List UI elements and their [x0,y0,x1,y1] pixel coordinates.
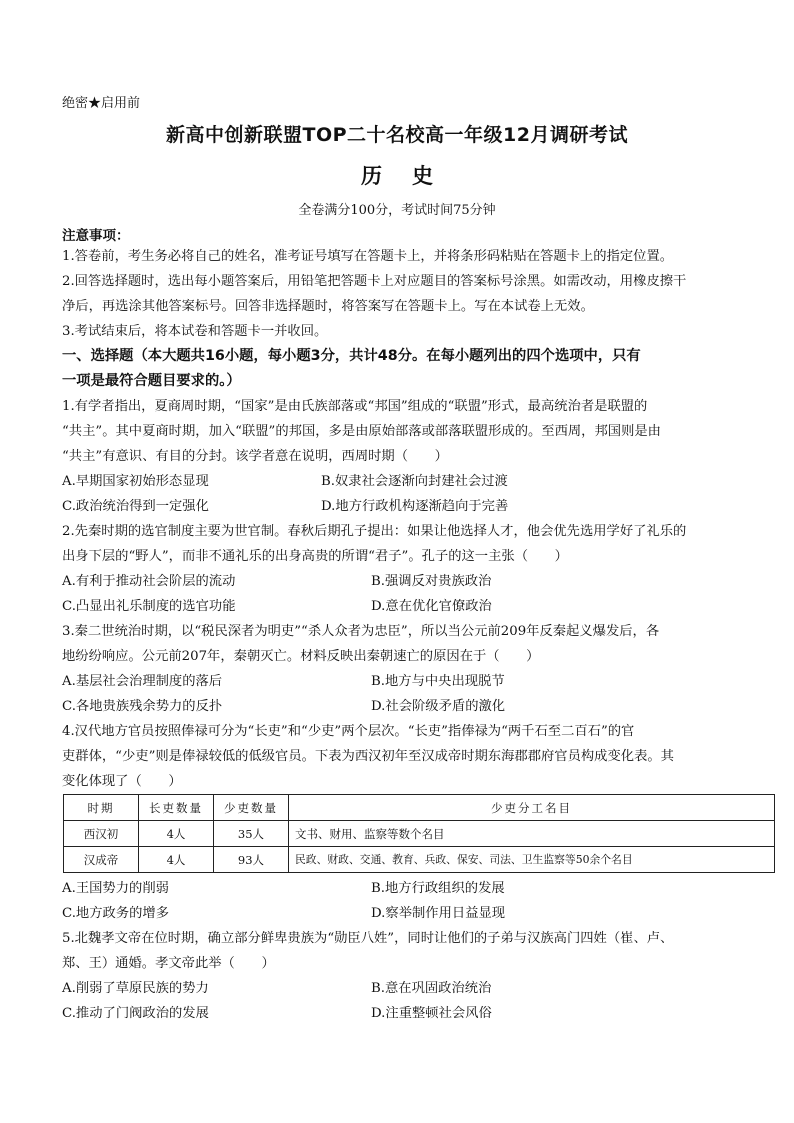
q1-option-a: A.早期国家初始形态显现 [62,474,209,489]
q5-option-c: C.推动了门阀政治的发展 [62,1006,209,1021]
q1-option-b: B.奴隶社会逐渐向封建社会过渡 [321,474,508,489]
section-heading-line-1: 一、选择题（本大题共16小题，每小题3分，共计48分。在每小题列出的四个选项中，只有 [62,348,641,364]
table-cell: 35人 [214,821,289,847]
section-heading-line-2: 一项是最符合题目要求的。） [62,373,241,389]
q3-stem-line-1: 3.秦二世统治时期，以“税民深者为明吏”“杀人众者为忠臣”，所以当公元前209年反秦起义爆发后，各 [62,624,660,639]
table-cell: 民政、财政、交通、教育、兵政、保安、司法、卫生监察等50余个名目 [289,847,775,873]
q5-option-d: D.注重整顿社会风俗 [371,1006,492,1021]
notice-line-2: 2.回答选择题时，选出每小题答案后，用铅笔把答题卡上对应题目的答案标号涂黑。如需改动，用橡皮擦干 [62,274,687,289]
q4-option-c: C.地方政务的增多 [62,906,170,921]
table-header-cell: 长吏数量 [139,795,214,821]
notice-line-4: 3.考试结束后，将本试卷和答题卡一并收回。 [62,324,328,339]
table-cell: 4人 [139,821,214,847]
table-row [64,847,775,873]
q4-stem-line-2: 吏群体，“少吏”则是俸禄较低的低级官员。下表为西汉初年至汉成帝时期东海郡郡府官员构成变化表。其 [62,749,674,764]
table-cell: 西汉初 [64,821,139,847]
notice-heading: 注意事项： [62,228,130,244]
q3-option-b: B.地方与中央出现脱节 [371,674,505,689]
notice-line-3: 净后，再选涂其他答案标号。回答非选择题时，将答案写在答题卡上。写在本试卷上无效。 [62,299,594,314]
table-row [64,821,775,847]
q1-option-d: D.地方行政机构逐渐趋向于完善 [321,499,509,514]
table-cell: 4人 [139,847,214,873]
q1-stem-line-3: “共主”有意识、有目的分封。该学者意在说明，西周时期（ ） [62,449,448,464]
q2-option-d: D.意在优化官僚政治 [371,599,492,614]
score-time-info: 全卷满分100分，考试时间75分钟 [298,203,496,218]
q3-option-c: C.各地贵族残余势力的反扑 [62,699,223,714]
table-header-cell: 时期 [64,795,139,821]
q3-option-d: D.社会阶级矛盾的激化 [371,699,506,714]
q1-stem-line-1: 1.有学者指出，夏商周时期，“国家”是由氏族部落或“邦国”组成的“联盟”形式，最高统治者是联盟的 [62,399,648,414]
q2-option-b: B.强调反对贵族政治 [371,574,492,589]
q2-stem-line-1: 2.先秦时期的选官制度主要为世官制。春秋后期孔子提出：如果让他选择人才，他会优先选用学好了礼乐的 [62,524,687,539]
q4-stem-line-1: 4.汉代地方官员按照俸禄可分为“长吏”和“少吏”两个层次。“长吏”指俸禄为“两千石至二百石”的官 [62,724,635,739]
q4-option-b: B.地方行政组织的发展 [371,881,505,896]
q3-option-a: A.基层社会治理制度的落后 [62,674,223,689]
notice-line-1: 1.答卷前，考生务必将自己的姓名，准考证号填写在答题卡上，并将条形码粘贴在答题卡上的指定位置。 [62,249,674,264]
table-cell: 文书、财用、监察等数个名目 [289,821,775,847]
table-header-cell: 少吏数量 [214,795,289,821]
confidential-label: 绝密★启用前 [62,96,141,111]
official-structure-table [63,794,775,873]
q4-option-a: A.王国势力的削弱 [62,881,169,896]
q3-stem-line-2: 地纷纷响应。公元前207年，秦朝灭亡。材料反映出秦朝速亡的原因在于（ ） [62,649,540,664]
q4-stem-line-3: 变化体现了（ ） [62,774,182,789]
subject-title: 历史 [361,164,463,188]
table-header-cell: 少吏分工名目 [289,795,775,821]
table-cell: 93人 [214,847,289,873]
q2-option-a: A.有利于推动社会阶层的流动 [62,574,236,589]
q4-option-d: D.察举制作用日益显现 [371,906,506,921]
table-header-row [64,795,775,821]
q5-option-a: A.削弱了草原民族的势力 [62,981,209,996]
exam-title: 新高中创新联盟TOP二十名校高一年级12月调研考试 [166,124,628,146]
q5-option-b: B.意在巩固政治统治 [371,981,492,996]
q1-stem-line-2: “共主”。其中夏商时期，加入“联盟”的邦国，多是由原始部落或部落联盟形成的。至西周，邦国则是由 [62,424,661,439]
q5-stem-line-1: 5.北魏孝文帝在位时期，确立部分鲜卑贵族为“勋臣八姓”，同时让他们的子弟与汉族高门四姓（崔、卢、 [62,931,674,946]
table-cell: 汉成帝 [64,847,139,873]
q2-stem-line-2: 出身下层的“野人”，而非不通礼乐的出身高贵的所谓“君子”。孔子的这一主张（ ） [62,549,568,564]
q5-stem-line-2: 郑、王）通婚。孝文帝此举（ ） [62,956,275,971]
q2-option-c: C.凸显出礼乐制度的选官功能 [62,599,236,614]
q1-option-c: C.政治统治得到一定强化 [62,499,209,514]
